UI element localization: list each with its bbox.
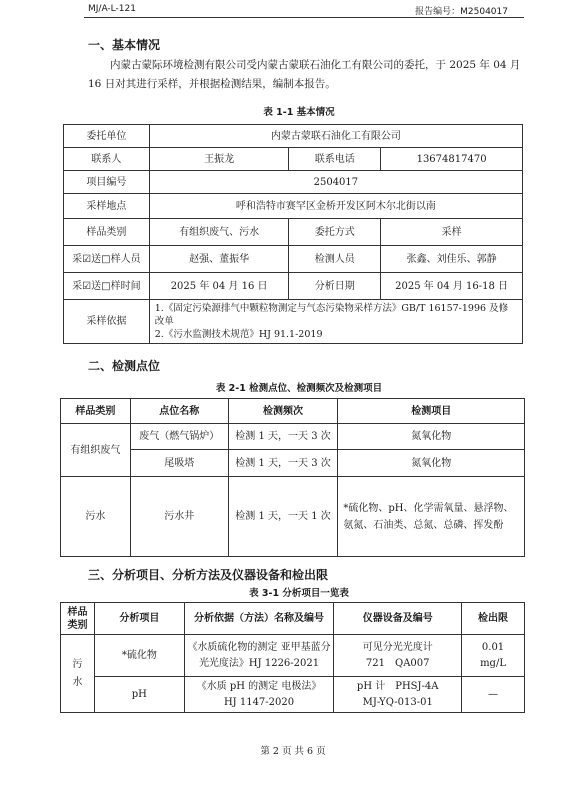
t3-method-sulfide: [184, 635, 334, 677]
t2-water-items: [338, 477, 525, 557]
t3-header-method: 分析依据（方法）名称及编号: [184, 603, 334, 635]
t3-limit-ph: —: [462, 677, 525, 713]
t3-equip-ph-2: MJ-YQ-013-01: [362, 696, 433, 708]
section-2-title: 二、检测点位: [88, 359, 161, 373]
t2-header-items: 检测项目: [338, 399, 525, 424]
t2-category-water: 污水: [61, 477, 131, 557]
sample-type-label: 样品类别: [64, 219, 150, 246]
sampler-value: 赵强、董振华: [149, 246, 289, 273]
t2-water-items-line-2: 氨氮、石油类、总氮、总磷、挥发酚: [343, 519, 504, 531]
site-value: 呼和浩特市赛罕区金桥开发区阿木尔北街以南: [149, 194, 522, 219]
t2-gas-point-1: 废气（燃气锅炉）: [130, 424, 228, 450]
section-1-paragraph: 内蒙古蒙际环境检测有限公司受内蒙古蒙联石油化工有限公司的委托，于 2025 年 04 月 16 日对其进行采样，并根据检测结果，编制本报告。: [88, 59, 521, 90]
header-rule: [84, 17, 524, 18]
tester-label: 检测人员: [289, 246, 381, 273]
page-header: [0, 0, 586, 24]
analysis-items-table: [60, 602, 525, 713]
section-3-title: 三、分析项目、分析方法及仪器设备和检出限: [88, 568, 329, 582]
contact-value: 王振龙: [149, 148, 289, 171]
basis-value: [149, 300, 522, 344]
t2-header-category: 样品类别: [61, 399, 131, 424]
sampler-label: 采☑送□样人员: [64, 246, 150, 273]
report-number: 报告编号：M2504017: [415, 7, 508, 17]
project-label: 项目编号: [64, 171, 150, 194]
t3-method-sulfide-2: 光光度法》HJ 1226-2021: [198, 657, 320, 669]
t3-equip-sulfide-2: 721 QA007: [365, 657, 430, 669]
t2-water-items-line-1: *硫化物、pH、化学需氧量、悬浮物、: [343, 502, 514, 514]
table-1-caption: 表 1-1 基本情况: [263, 107, 335, 118]
t3-header-item: 分析项目: [94, 603, 184, 635]
t3-header-category-2: 类别: [67, 619, 88, 631]
contact-label: 联系人: [64, 148, 150, 171]
sample-type-value: 有组织废气、污水: [149, 219, 289, 246]
t2-gas-point-2: 尾吸塔: [130, 450, 228, 477]
basis-line-1: 1.《固定污染源排气中颗粒物测定与气态污染物采样方法》GB/T 16157-1996 及修: [154, 303, 509, 314]
t3-method-ph-2: HJ 1147-2020: [223, 696, 295, 708]
t3-category-2: 水: [72, 676, 83, 688]
t3-item-sulfide: *硫化物: [94, 635, 184, 677]
t3-item-ph: pH: [94, 677, 184, 713]
t3-category: [61, 635, 95, 713]
table-3-caption: 表 3-1 分析项目一览表: [249, 588, 349, 599]
t3-limit-sulfide: [462, 635, 525, 677]
sample-time-value: 2025 年 04 月 16 日: [149, 273, 289, 300]
phone-value: 13674817470: [381, 148, 523, 171]
t2-header-point: 点位名称: [130, 399, 228, 424]
phone-label: 联系电话: [289, 148, 381, 171]
t3-header-equipment: 仪器设备及编号: [334, 603, 462, 635]
doc-code: MJ/A-L-121: [88, 4, 136, 14]
basis-line-3: 2.《污水监测技术规范》HJ 91.1-2019: [154, 329, 323, 340]
client-value: 内蒙古蒙联石油化工有限公司: [149, 125, 522, 148]
t2-category-gas: 有组织废气: [61, 424, 131, 477]
t3-method-ph: [184, 677, 334, 713]
t2-water-freq: 检测 1 天，一天 1 次: [228, 477, 338, 557]
t2-gas-items-2: 氮氧化物: [338, 450, 525, 477]
analysis-date-label: 分析日期: [289, 273, 381, 300]
t3-header-category: [61, 603, 95, 635]
basis-label: 采样依据: [64, 300, 150, 344]
t2-gas-freq-1: 检测 1 天，一天 3 次: [228, 424, 338, 450]
analysis-date-value: 2025 年 04 月 16-18 日: [381, 273, 523, 300]
t2-gas-freq-2: 检测 1 天，一天 3 次: [228, 450, 338, 477]
site-label: 采样地点: [64, 194, 150, 219]
t3-method-ph-1: 《水质 pH 的测定 电极法》: [196, 680, 322, 692]
section-1-title: 一、基本情况: [88, 38, 161, 52]
t3-method-sulfide-1: 《水质硫化物的测定 亚甲基蓝分: [187, 641, 331, 653]
project-value: 2504017: [149, 171, 522, 194]
t3-header-limit: 检出限: [462, 603, 525, 635]
t3-category-1: 污: [72, 658, 83, 670]
basis-line-2: 改单: [154, 316, 174, 327]
t3-header-category-1: 样品: [67, 606, 88, 618]
sample-time-label: 采☑送□样时间: [64, 273, 150, 300]
basic-info-table: [63, 124, 523, 344]
t2-header-frequency: 检测频次: [228, 399, 338, 424]
t3-equip-sulfide-1: 可见分光光度计: [362, 641, 433, 653]
method-label: 委托方式: [289, 219, 381, 246]
t2-water-point: 污水井: [130, 477, 228, 557]
t2-gas-items-1: 氮氧化物: [338, 424, 525, 450]
page-number: 第 2 页 共 6 页: [260, 746, 326, 757]
t3-limit-sulfide-1: 0.01: [481, 641, 505, 653]
method-value: 采样: [381, 219, 523, 246]
client-label: 委托单位: [64, 125, 150, 148]
t3-equip-ph: [334, 677, 462, 713]
t3-limit-sulfide-2: mg/L: [480, 657, 506, 669]
detection-points-table: [60, 398, 525, 557]
t3-equip-sulfide: [334, 635, 462, 677]
table-2-caption: 表 2-1 检测点位、检测频次及检测项目: [215, 383, 383, 394]
tester-value: 张鑫、刘佳乐、郭静: [381, 246, 523, 273]
t3-equip-ph-1: pH 计 PHSJ-4A: [356, 680, 439, 692]
